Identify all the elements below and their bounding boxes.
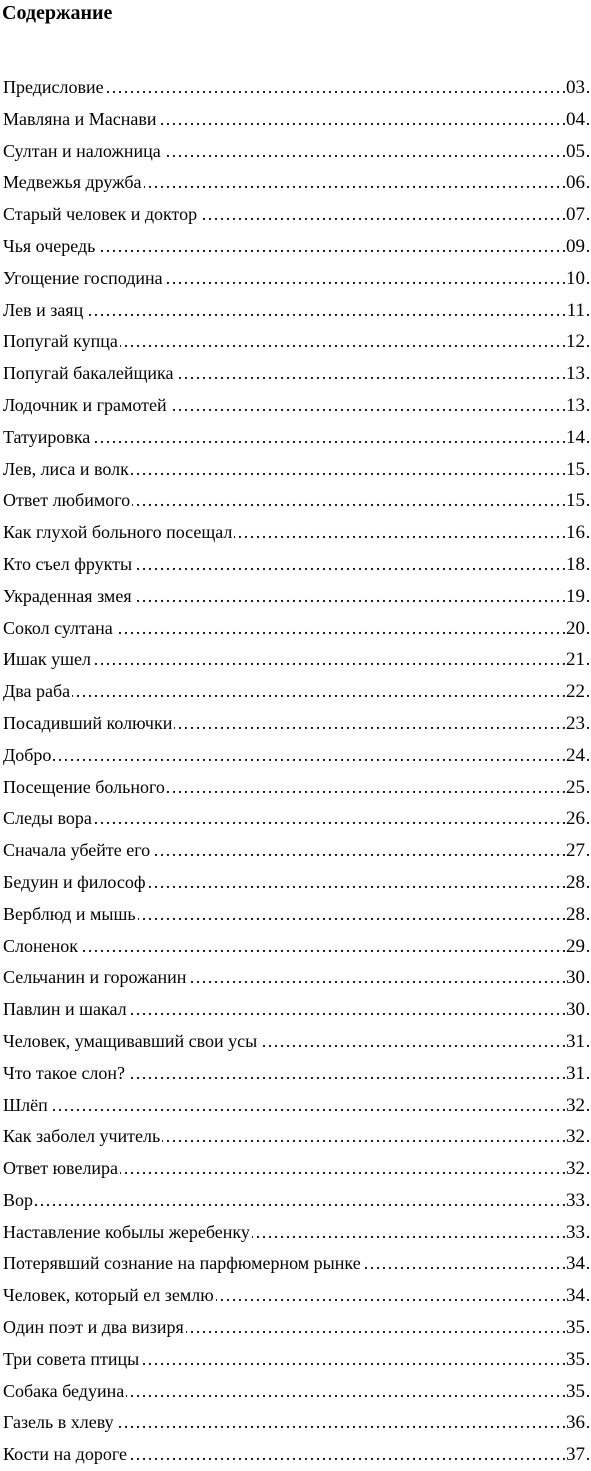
toc-entry[interactable] (3, 1090, 589, 1122)
toc-entry[interactable] (3, 1439, 589, 1471)
toc-entry[interactable] (3, 1153, 589, 1185)
toc-entry-page-number: 27 (565, 835, 585, 867)
toc-entry-title: Лодочник и грамотей (3, 390, 169, 422)
toc-entry-page-number: 23 (565, 708, 585, 740)
toc-entry[interactable] (3, 422, 589, 454)
toc-entry[interactable] (3, 708, 589, 740)
toc-entry-page-number: 35 (565, 1344, 585, 1376)
toc-entry[interactable] (3, 1248, 589, 1280)
toc-entry-page-number: 20 (565, 613, 585, 645)
toc-entry-page-number: 04 (565, 104, 585, 136)
toc-entry-title: Кто съел фрукты (3, 549, 134, 581)
toc-entry-page-number: 09 (565, 231, 585, 263)
toc-entry-title: Добро (3, 740, 53, 772)
toc-entry-title: Слоненок (3, 931, 80, 963)
toc-entry[interactable] (3, 263, 589, 295)
toc-entry-page-number: 36 (565, 1407, 585, 1439)
toc-entry-page-number: 31 (565, 1026, 585, 1058)
toc-entry-page-number: 18 (565, 549, 585, 581)
toc-entry[interactable] (3, 104, 589, 136)
toc-entry[interactable] (3, 644, 589, 676)
toc-entry-title: Вор (3, 1185, 35, 1217)
toc-entry-title: Украденная змея (3, 581, 134, 613)
toc-entry-title: Угощение господина (3, 263, 165, 295)
toc-entry[interactable] (3, 740, 589, 772)
toc-entry-page-number: 28 (565, 899, 585, 931)
toc-entry-page-number: 11 (566, 295, 585, 327)
toc-entry-title: Посещение больного (3, 772, 167, 804)
toc-entry[interactable] (3, 199, 589, 231)
toc-entry-page-number: 03 (565, 72, 585, 104)
toc-entry[interactable] (3, 1026, 589, 1058)
toc-entry-page-number: 34 (565, 1248, 585, 1280)
toc-entry-page-number: 32 (565, 1153, 585, 1185)
dot-leader (3, 1185, 589, 1217)
toc-entry-page-number: 35 (565, 1312, 585, 1344)
toc-entry-title: Собака бедуина (3, 1376, 126, 1408)
toc-entry-title: Старый человек и доктор (3, 199, 199, 231)
dot-leader (3, 1090, 589, 1122)
toc-entry-title: Шлёп (3, 1090, 50, 1122)
toc-entry[interactable] (3, 1217, 589, 1249)
toc-entry[interactable] (3, 390, 589, 422)
toc-entry[interactable] (3, 772, 589, 804)
toc-entry-page-number: 14 (565, 422, 585, 454)
toc-entry[interactable] (3, 358, 589, 390)
table-of-contents (3, 72, 589, 1471)
toc-entry[interactable] (3, 454, 589, 486)
toc-entry-title: Лев, лиса и волк (3, 454, 131, 486)
toc-entry-title: Человек, который ел землю (3, 1280, 216, 1312)
toc-entry-title: Как заболел учитель (3, 1121, 162, 1153)
toc-entry-page-number: 33 (565, 1185, 585, 1217)
toc-entry-title: Человек, умащивавший свои усы (3, 1026, 259, 1058)
toc-entry[interactable] (3, 295, 589, 327)
toc-entry-page-number: 33 (565, 1217, 585, 1249)
page-title: Содержание (2, 2, 113, 24)
dot-leader (3, 931, 589, 963)
toc-entry-page-number: 22 (565, 676, 585, 708)
toc-entry-title: Два раба (3, 676, 72, 708)
toc-entry-page-number: 05 (565, 136, 585, 168)
toc-entry[interactable] (3, 803, 589, 835)
toc-entry-page-number: 10 (565, 263, 585, 295)
toc-entry[interactable] (3, 549, 589, 581)
toc-entry-title: Посадивший колючки (3, 708, 174, 740)
toc-entry-page-number: 30 (565, 994, 585, 1026)
toc-entry[interactable] (3, 613, 589, 645)
toc-entry[interactable] (3, 517, 589, 549)
toc-entry-title: Сокол султана (3, 613, 115, 645)
toc-entry[interactable] (3, 167, 589, 199)
toc-entry[interactable] (3, 1344, 589, 1376)
dot-leader (3, 295, 589, 327)
toc-entry-page-number: 12 (565, 326, 585, 358)
toc-entry[interactable] (3, 994, 589, 1026)
toc-entry-page-number: 32 (565, 1090, 585, 1122)
toc-entry-title: Предисловие (3, 72, 106, 104)
toc-entry-title: Ответ любимого (3, 485, 132, 517)
toc-entry-page-number: 25 (565, 772, 585, 804)
toc-entry-title: Три совета птицы (3, 1344, 141, 1376)
toc-entry-title: Газель в хлеву (3, 1407, 116, 1439)
toc-entry[interactable] (3, 72, 589, 104)
toc-entry-title: Верблюд и мышь (3, 899, 138, 931)
toc-entry-page-number: 19 (565, 581, 585, 613)
toc-entry-title: Мавляна и Маснави (3, 104, 159, 136)
toc-entry-page-number: 31 (565, 1058, 585, 1090)
toc-entry-page-number: 06 (565, 167, 585, 199)
toc-entry-page-number: 37 (565, 1439, 585, 1471)
toc-entry[interactable] (3, 326, 589, 358)
toc-entry-page-number: 13 (565, 358, 585, 390)
toc-entry-page-number: 28 (565, 867, 585, 899)
toc-entry-page-number: 21 (565, 644, 585, 676)
toc-entry-title: Султан и наложница (3, 136, 163, 168)
toc-entry-page-number: 35 (565, 1376, 585, 1408)
toc-entry-title: Бедуин и философ (3, 867, 148, 899)
toc-entry-page-number: 13 (565, 390, 585, 422)
toc-entry-title: Чья очередь (3, 231, 97, 263)
toc-entry[interactable] (3, 1280, 589, 1312)
toc-entry-title: Наставление кобылы жеребенку (3, 1217, 252, 1249)
toc-entry[interactable] (3, 962, 589, 994)
toc-entry-title: Ответ ювелира (3, 1153, 120, 1185)
toc-entry-title: Медвежья дружба (3, 167, 144, 199)
toc-entry-title: Что такое слон? (3, 1058, 127, 1090)
toc-entry-title: Ишак ушел (3, 644, 93, 676)
toc-entry-title: Кости на дороге (3, 1439, 129, 1471)
toc-entry[interactable] (3, 1376, 589, 1408)
toc-entry-title: Лев и заяц (3, 295, 85, 327)
toc-entry-page-number: 15 (565, 485, 585, 517)
dot-leader (3, 676, 589, 708)
toc-entry[interactable] (3, 835, 589, 867)
toc-entry[interactable] (3, 931, 589, 963)
toc-entry-title: Один поэт и два визиря (3, 1312, 186, 1344)
toc-entry-page-number: 16 (565, 517, 585, 549)
toc-entry-title: Павлин и шакал (3, 994, 129, 1026)
toc-entry-page-number: 34 (565, 1280, 585, 1312)
toc-entry-page-number: 07 (565, 199, 585, 231)
toc-entry-title: Попугай бакалейщика (3, 358, 175, 390)
toc-entry-title: Следы вора (3, 803, 94, 835)
toc-entry[interactable] (3, 1058, 589, 1090)
toc-entry-title: Сначала убейте его (3, 835, 152, 867)
toc-entry[interactable] (3, 1312, 589, 1344)
toc-entry-title: Попугай купца (3, 326, 120, 358)
toc-entry-title: Татуировка (3, 422, 92, 454)
toc-entry-title: Как глухой больного посещал (3, 517, 234, 549)
toc-entry[interactable] (3, 231, 589, 263)
toc-entry[interactable] (3, 581, 589, 613)
toc-entry-page-number: 24 (565, 740, 585, 772)
toc-entry[interactable] (3, 485, 589, 517)
toc-entry[interactable] (3, 676, 589, 708)
toc-entry-page-number: 26 (565, 803, 585, 835)
toc-entry[interactable] (3, 1121, 589, 1153)
dot-leader (3, 740, 589, 772)
toc-entry[interactable] (3, 1185, 589, 1217)
toc-entry[interactable] (3, 1407, 589, 1439)
toc-entry[interactable] (3, 867, 589, 899)
toc-entry-page-number: 15 (565, 454, 585, 486)
toc-entry[interactable] (3, 899, 589, 931)
toc-entry-title: Потерявший сознание на парфюмерном рынке (3, 1248, 363, 1280)
toc-entry[interactable] (3, 136, 589, 168)
toc-entry-title: Сельчанин и горожанин (3, 962, 188, 994)
toc-entry-page-number: 32 (565, 1121, 585, 1153)
toc-entry-page-number: 30 (565, 962, 585, 994)
toc-entry-page-number: 29 (565, 931, 585, 963)
